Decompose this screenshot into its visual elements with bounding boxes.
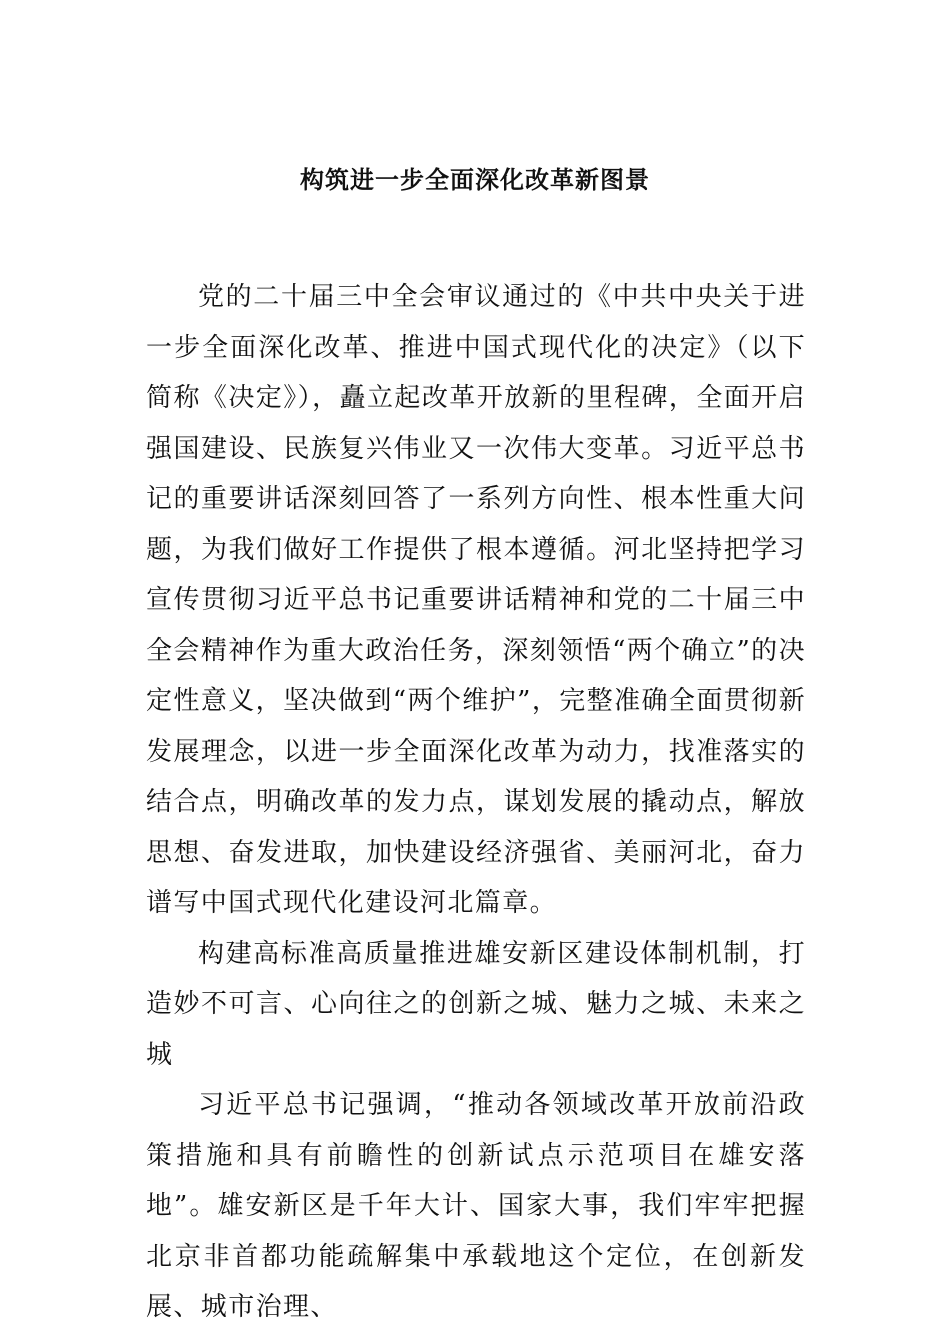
paragraph-xiongan-heading: 构建高标准高质量推进雄安新区建设体制机制，打造妙不可言、心向往之的创新之城、魅力之城、未来之城: [146, 938, 806, 1070]
document-body: [146, 272, 806, 1333]
paragraph-xiongan-body: 习近平总书记强调，“推动各领域改革开放前沿政策措施和具有前瞻性的创新试点示范项目在雄安落地”。雄安新区是千年大计、国家大事，我们牢牢把握北京非首都功能疏解集中承载地这个定位，在创新发展、城市治理、: [146, 1090, 806, 1322]
paragraph-intro: 党的二十届三中全会审议通过的《中共中央关于进一步全面深化改革、推进中国式现代化的决定》（以下简称《决定》），矗立起改革开放新的里程碑，全面开启强国建设、民族复兴伟业又一次伟大变革。习近平总书记的重要讲话深刻回答了一系列方向性、根本性重大问题，为我们做好工作提供了根本遵循。河北坚持把学习宣传贯彻习近平总书记重要讲话精神和党的二十届三中全会精神作为重大政治任务，深刻领悟“两个确立”的决定性意义，坚决做到“两个维护”，完整准确全面贯彻新发展理念，以进一步全面深化改革为动力，找准落实的结合点，明确改革的发力点，谋划发展的撬动点，解放思想、奋发进取，加快建设经济强省、美丽河北，奋力谱写中国式现代化建设河北篇章。: [146, 282, 806, 918]
document-title: 构筑进一步全面深化改革新图景: [300, 165, 650, 194]
